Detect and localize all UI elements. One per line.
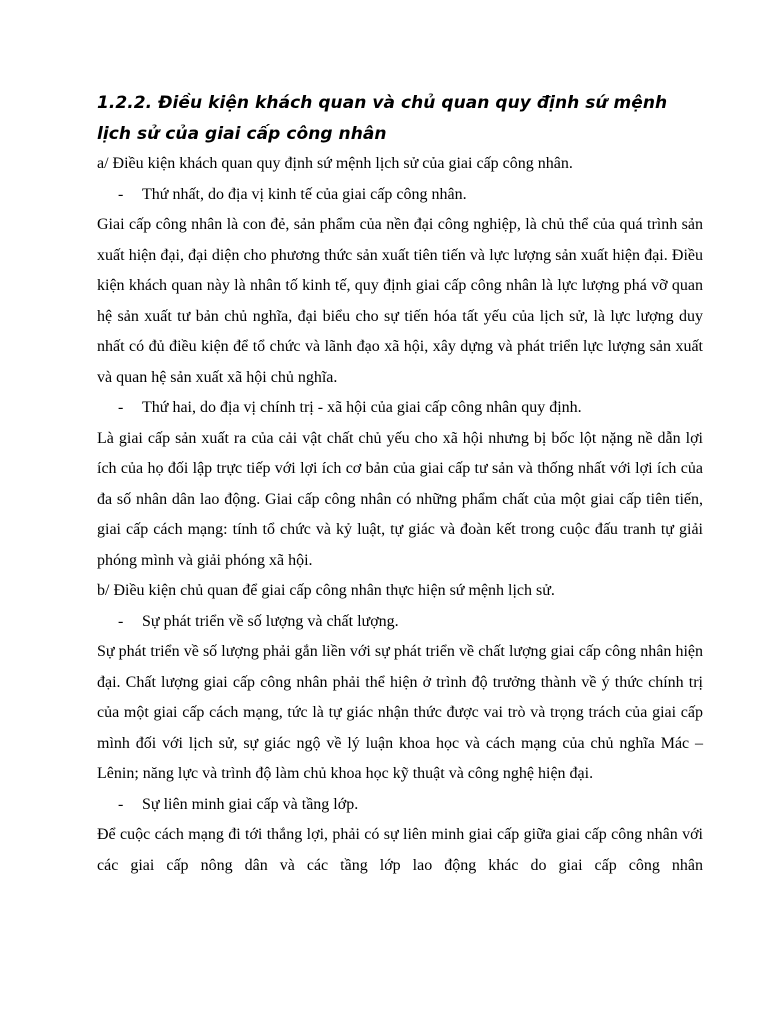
bullet-dash: -	[118, 185, 124, 203]
bullet-item	[97, 607, 703, 638]
bullet-item	[97, 393, 703, 424]
bullet-text: Sự liên minh giai cấp và tầng lớp.	[142, 795, 359, 813]
paragraph: Để cuộc cách mạng đi tới thắng lợi, phải có sự liên minh giai cấp giữa giai cấp công nhân với các giai cấp nông dân và các tầng lớp lao động khác do giai cấp công nhân	[97, 826, 703, 874]
bullet-dash: -	[118, 795, 124, 813]
document-page	[97, 88, 703, 881]
bullet-dash: -	[118, 399, 124, 416]
bullet-text: Sự phát triển về số lượng và chất lượng.	[142, 612, 399, 630]
bullet-item	[97, 180, 703, 211]
section-heading: 1.2.2. Điều kiện khách quan và chủ quan quy định sứ mệnh lịch sử của giai cấp công nhân	[97, 93, 668, 144]
bullet-text: Thứ hai, do địa vị chính trị - xã hội của giai cấp công nhân quy định.	[142, 399, 582, 416]
subsection-a-title: a/ Điều kiện khách quan quy định sứ mệnh lịch sử của giai cấp công nhân.	[97, 155, 573, 172]
subsection-b-title: b/ Điều kiện chủ quan để giai cấp công nhân thực hiện sứ mệnh lịch sử.	[97, 582, 555, 599]
paragraph: Sự phát triển về số lượng phải gắn liền với sự phát triển về chất lượng giai cấp công nhân hiện đại. Chất lượng giai cấp công nhân phải thể hiện ở trình độ trưởng thành về ý thức chính trị của một giai cấp cách mạng, tức là tự giác nhận thức được vai trò và trọng trách của giai cấp mình đối với lịch sử, sự giác ngộ về lý luận khoa học và cách mạng của chủ nghĩa Mác – Lênin; năng lực và trình độ làm chủ khoa học kỹ thuật và công nghệ hiện đại.	[97, 643, 703, 782]
paragraph: Là giai cấp sản xuất ra của cải vật chất chủ yếu cho xã hội nhưng bị bốc lột nặng nề dẫn lợi ích của họ đối lập trực tiếp với lợi ích cơ bản của giai cấp tư sản và thống nhất với lợi ích của đa số nhân dân lao động. Giai cấp công nhân có những phẩm chất của một giai cấp tiên tiến, giai cấp cách mạng: tính tổ chức và kỷ luật, tự giác và đoàn kết trong cuộc đấu tranh tự giải phóng mình và giải phóng xã hội.	[97, 429, 703, 569]
bullet-dash: -	[118, 612, 124, 630]
bullet-item	[97, 790, 703, 821]
bullet-text: Thứ nhất, do địa vị kinh tế của giai cấp công nhân.	[142, 185, 467, 203]
paragraph: Giai cấp công nhân là con đẻ, sản phẩm của nền đại công nghiệp, là chủ thể của quá trình sản xuất hiện đại, đại diện cho phương thức sản xuất tiên tiến và lực lượng sản xuất hiện đại. Điều kiện khách quan này là nhân tố kinh tế, quy định giai cấp công nhân là lực lượng phá vỡ quan hệ sản xuất tư bản chủ nghĩa, đại biểu cho sự tiến hóa tất yếu của lịch sử, là lực lượng duy nhất có đủ điều kiện để tổ chức và lãnh đạo xã hội, xây dựng và phát triển lực lượng sản xuất và quan hệ sản xuất xã hội chủ nghĩa.	[97, 216, 703, 386]
